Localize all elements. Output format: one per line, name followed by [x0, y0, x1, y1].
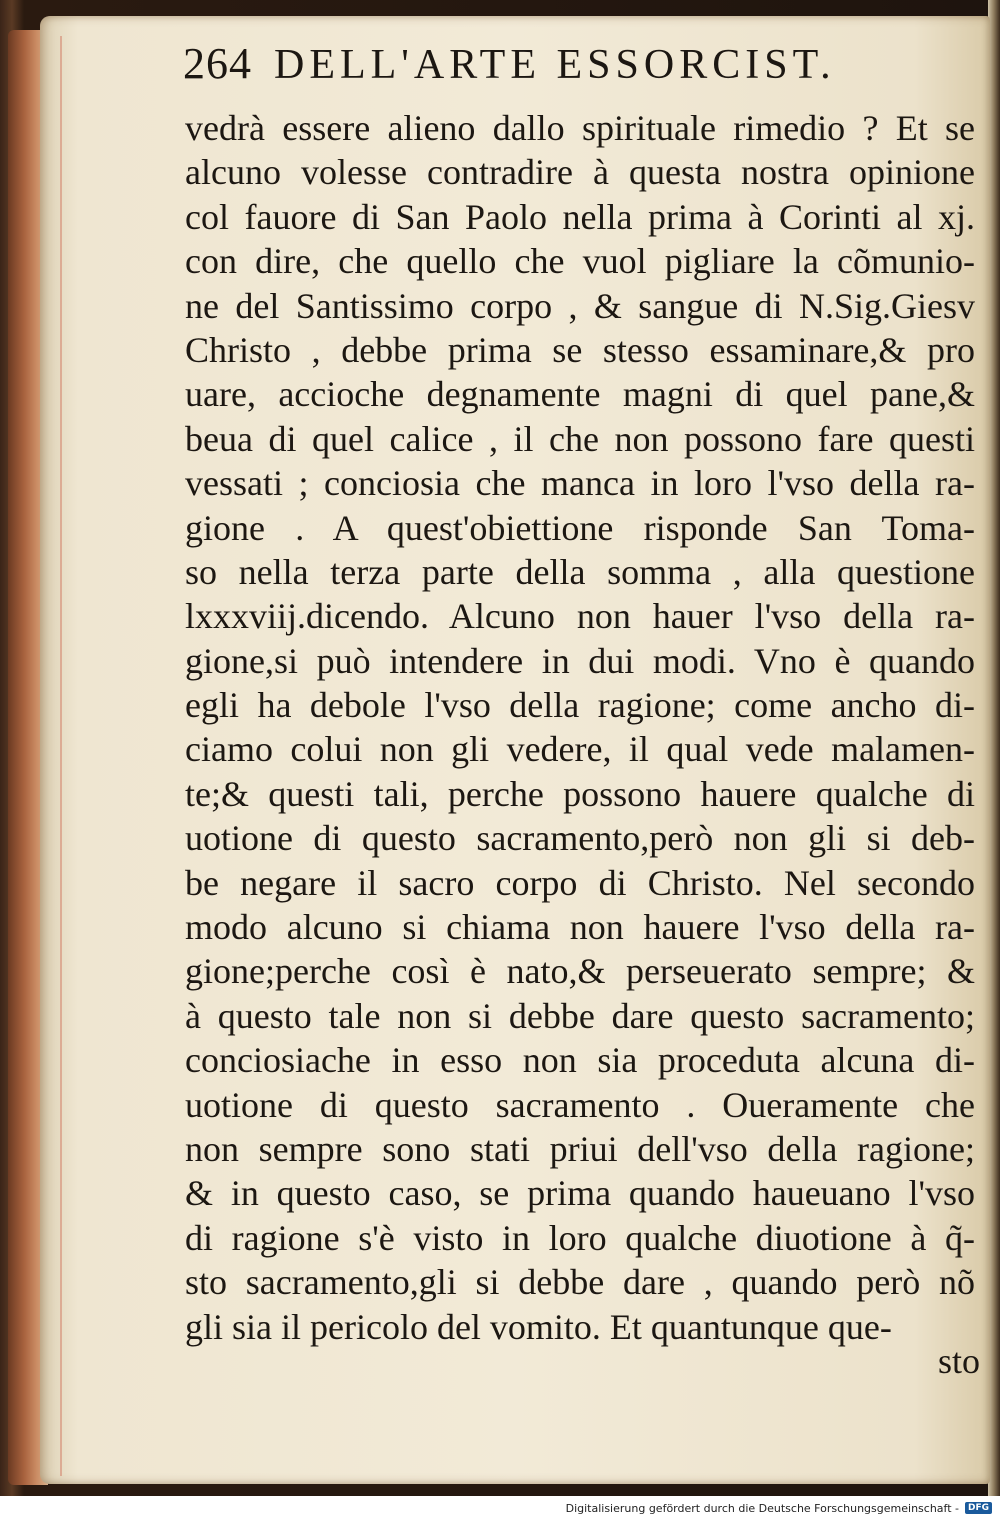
catchword: sto [937, 1341, 980, 1381]
text-line: & in questo caso, se prima quando haueuano l'vso [185, 1173, 975, 1214]
text-line: Christo , debbe prima se stesso essaminare,& pro [185, 329, 975, 370]
page-header [183, 38, 883, 98]
text-line: di ragione s'è visto in loro qualche diuotione à q̃- [185, 1217, 975, 1258]
text-line: modo alcuno si chiama non hauere l'vso della ra- [185, 907, 975, 948]
text-line: egli ha debole l'vso della ragione; come ancho di- [185, 685, 975, 726]
text-line: à questo tale non si debbe dare questo sacramento; [185, 995, 975, 1036]
text-line: te;& questi tali, perche possono hauere qualche di [185, 773, 975, 814]
text-line: beua di quel calice , il che non possono fare questi [185, 418, 975, 459]
dfg-logo: DFG [965, 1502, 992, 1514]
body-text [185, 106, 975, 1349]
text-line: uare, accioche degnamente magni di quel pane,& [185, 374, 975, 415]
running-head: DELL'ARTE ESSORCIST. [274, 42, 836, 88]
text-line: con dire, che quello che vuol pigliare la cõmunio- [185, 241, 975, 282]
footer-credit: Digitalisierung gefördert durch die Deutsche Forschungsgemeinschaft - [565, 1501, 959, 1515]
text-line: ne del Santissimo corpo , & sangue di N.Sig.Giesv [185, 285, 975, 326]
text-line: conciosiache in esso non sia proceduta alcuna di- [185, 1040, 975, 1081]
text-line: vedrà essere alieno dallo spirituale rimedio ? Et se [185, 108, 975, 148]
text-line: be negare il sacro corpo di Christo. Nel secondo [185, 862, 975, 903]
text-line: gione,si può intendere in dui modi. Vno è quando [185, 640, 975, 681]
text-line: sto sacramento,gli si debbe dare , quando però nõ [185, 1262, 975, 1303]
text-line: lxxxviij.dicendo. Alcuno non hauer l'vso della ra- [185, 596, 975, 637]
text-line: alcuno volesse contradire à questa nostra opinione [185, 152, 975, 193]
text-line: uotione di questo sacramento . Oueramente che [185, 1084, 975, 1125]
text-line: uotione di questo sacramento,però non gli si deb- [185, 818, 975, 859]
digitization-footer [0, 1496, 1000, 1520]
text-line: col fauore di San Paolo nella prima à Corinti al xj. [185, 196, 975, 237]
text-line: so nella terza parte della somma , alla questione [185, 551, 975, 592]
text-line: non sempre sono stati priui dell'vso della ragione; [185, 1128, 975, 1169]
text-line: gione . A quest'obiettione risponde San Toma- [185, 507, 975, 548]
text-line: vessati ; conciosia che manca in loro l'vso della ra- [185, 463, 975, 504]
text-line: gione;perche così è nato,& perseuerato sempre; & [185, 951, 975, 992]
text-line: gli sia il pericolo del vomito. Et quantunque que- [185, 1306, 892, 1347]
text-line: ciamo colui non gli vedere, il qual vede malamen- [185, 729, 975, 770]
page-number: 264 [183, 39, 252, 88]
